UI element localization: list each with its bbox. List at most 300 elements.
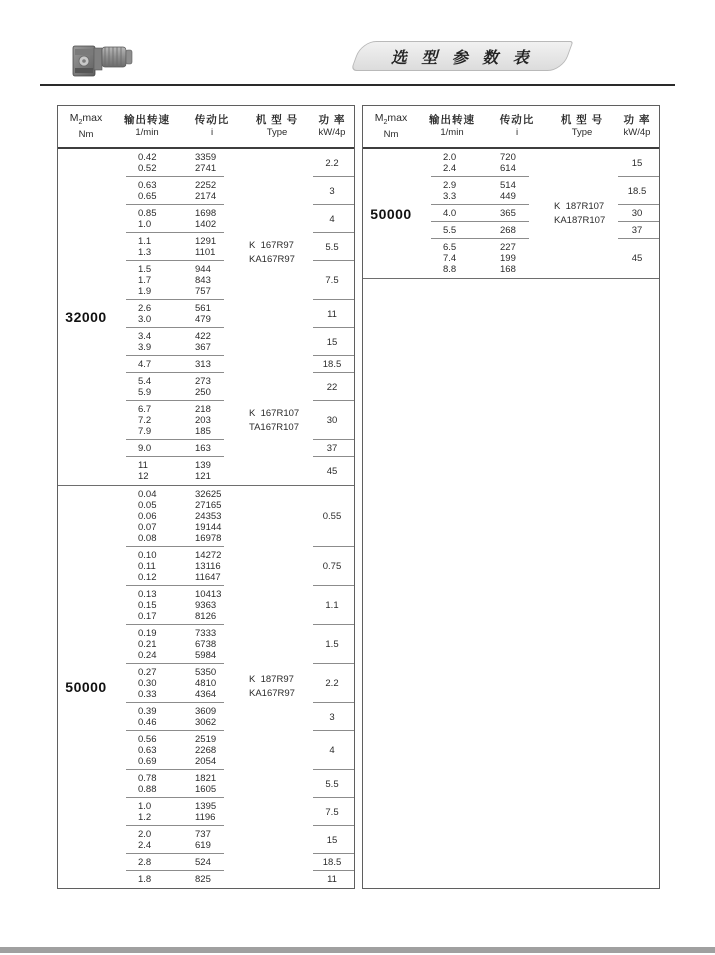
speed-values	[114, 359, 187, 370]
speed-value: 0.12	[138, 572, 157, 583]
speed-values	[419, 180, 492, 202]
ratio-values	[187, 773, 244, 795]
speed-ratio-cell	[114, 486, 244, 547]
ratio-values	[492, 242, 549, 275]
ratio-value: 16978	[195, 533, 222, 544]
ratio-value: 1821	[195, 773, 217, 784]
m2max-unit: Nm	[383, 129, 399, 141]
ratio-value: 13116	[195, 561, 221, 572]
ratio-values	[492, 180, 549, 202]
m2max-value: 32000	[65, 309, 107, 325]
speed-value: 0.27	[138, 667, 157, 678]
ratio-value: 422	[195, 331, 211, 342]
speed-values	[114, 589, 187, 622]
speed-value: 0.11	[138, 561, 156, 572]
col-speed-label: 输出转速	[429, 114, 475, 126]
ratio-values	[187, 874, 244, 885]
speed-value: 2.4	[138, 840, 152, 851]
header-divider	[40, 84, 675, 86]
speed-values	[419, 152, 492, 174]
speed-value: 0.06	[138, 511, 157, 522]
speed-values	[114, 460, 187, 482]
ratio-value: 7333	[195, 628, 217, 639]
speed-value: 6.7	[138, 404, 152, 415]
ratio-value: 273	[195, 376, 211, 387]
speed-ratio-cell	[114, 149, 244, 177]
speed-value: 6.5	[443, 242, 457, 253]
speed-value: 7.4	[443, 253, 457, 264]
type-line: K 167R107	[249, 407, 300, 419]
speed-value: 0.85	[138, 208, 157, 219]
table-section	[363, 149, 659, 278]
ratio-values	[187, 489, 244, 544]
speed-value: 0.56	[138, 734, 157, 745]
power-cell: 18.5	[615, 177, 659, 205]
ratio-value: 367	[195, 342, 211, 353]
col-type-unit: Type	[266, 127, 288, 138]
m2max-unit: Nm	[78, 129, 94, 141]
speed-value: 4.7	[138, 359, 152, 370]
speed-ratio-cell	[114, 798, 244, 826]
speed-value: 0.04	[138, 489, 157, 500]
power-cell: 3	[310, 703, 354, 731]
col-type	[549, 114, 615, 139]
speed-value: 0.69	[138, 756, 157, 767]
speed-values	[419, 242, 492, 275]
ratio-value: 514	[500, 180, 516, 191]
speed-ratio-cell	[114, 586, 244, 625]
speed-ratio-cell	[114, 261, 244, 300]
ratio-value: 6738	[195, 639, 217, 650]
footer-bar	[0, 947, 715, 953]
power-cell: 15	[310, 826, 354, 854]
ratio-values	[187, 180, 244, 202]
ratio-values	[187, 460, 244, 482]
type-value	[244, 486, 310, 888]
speed-ratio-cell	[114, 356, 244, 373]
ratio-values	[187, 359, 244, 370]
ratio-value: 1196	[195, 812, 216, 823]
speed-values	[114, 489, 187, 544]
type-value	[244, 356, 310, 485]
speed-value: 0.24	[138, 650, 157, 661]
ratio-value: 561	[195, 303, 211, 314]
ratio-value: 5350	[195, 667, 217, 678]
speed-value: 0.42	[138, 152, 157, 163]
ratio-value: 4810	[195, 678, 217, 689]
power-cell: 1.1	[310, 586, 354, 625]
ratio-value: 313	[195, 359, 211, 370]
ratio-value: 268	[500, 225, 516, 236]
type-value	[244, 149, 310, 356]
speed-values	[114, 706, 187, 728]
power-cell: 0.75	[310, 547, 354, 586]
power-cell: 37	[310, 440, 354, 457]
ratio-value: 944	[195, 264, 211, 275]
ratio-value: 2741	[195, 163, 217, 174]
type-line: TA167R107	[249, 421, 299, 433]
ratio-values	[187, 443, 244, 454]
speed-value: 0.07	[138, 522, 157, 533]
ratio-values	[187, 404, 244, 437]
power-cell: 15	[615, 149, 659, 177]
ratio-value: 9363	[195, 600, 217, 611]
speed-value: 0.88	[138, 784, 157, 795]
ratio-values	[187, 331, 244, 353]
speed-values	[114, 236, 187, 258]
ratio-values	[187, 857, 244, 868]
ratio-value: 619	[195, 840, 211, 851]
speed-value: 0.13	[138, 589, 157, 600]
ratio-value: 843	[195, 275, 211, 286]
speed-value: 0.08	[138, 533, 157, 544]
col-power-label: 功 率	[623, 114, 651, 126]
power-cell: 11	[310, 300, 354, 328]
speed-value: 3.0	[138, 314, 152, 325]
col-type	[244, 114, 310, 139]
ratio-value: 2054	[195, 756, 217, 767]
speed-ratio-cell	[419, 177, 549, 205]
speed-ratio-cell	[114, 205, 244, 233]
ratio-value: 1291	[195, 236, 217, 247]
speed-value: 7.9	[138, 426, 152, 437]
power-cell: 37	[615, 222, 659, 239]
speed-ratio-cell	[419, 149, 549, 177]
speed-value: 1.0	[138, 219, 152, 230]
ratio-values	[187, 303, 244, 325]
power-cell: 18.5	[310, 854, 354, 871]
speed-ratio-cell	[114, 854, 244, 871]
empty-area	[363, 278, 659, 888]
ratio-values	[492, 225, 549, 236]
speed-value: 0.63	[138, 180, 157, 191]
speed-value: 8.8	[443, 264, 457, 275]
ratio-value: 2519	[195, 734, 217, 745]
speed-values	[114, 404, 187, 437]
ratio-value: 121	[195, 471, 211, 482]
speed-ratio-cell	[114, 664, 244, 703]
ratio-value: 1402	[195, 219, 217, 230]
col-power	[310, 114, 354, 139]
speed-ratio-cell	[114, 440, 244, 457]
col-ratio-label: 传动比	[499, 114, 535, 126]
speed-values	[114, 303, 187, 325]
ratio-value: 168	[500, 264, 516, 275]
type-line: K 187R107	[554, 200, 605, 212]
param-table-right	[362, 105, 660, 889]
power-cell: 5.5	[310, 770, 354, 798]
speed-values	[114, 376, 187, 398]
speed-value: 1.1	[138, 236, 152, 247]
power-cell: 1.5	[310, 625, 354, 664]
power-cell: 7.5	[310, 798, 354, 826]
type-line: KA187R107	[554, 214, 606, 226]
speed-value: 1.2	[138, 812, 152, 823]
ratio-values	[492, 152, 549, 174]
speed-value: 1.3	[138, 247, 152, 258]
speed-value: 0.78	[138, 773, 157, 784]
speed-value: 5.4	[138, 376, 152, 387]
speed-values	[114, 773, 187, 795]
power-cell: 5.5	[310, 233, 354, 261]
type-line: KA167R97	[249, 688, 295, 699]
ratio-values	[492, 208, 549, 219]
power-cell: 45	[326, 465, 338, 477]
speed-values	[419, 208, 492, 219]
speed-value: 0.33	[138, 689, 157, 700]
table-header	[363, 106, 659, 149]
ratio-value: 3609	[195, 706, 217, 717]
power-cell: 45	[631, 253, 643, 264]
m2max-label: $M_2\max$	[374, 111, 408, 127]
speed-value: 3.3	[443, 191, 457, 202]
speed-values	[114, 264, 187, 297]
ratio-value: 524	[195, 857, 211, 868]
power-cell: 3	[310, 177, 354, 205]
col-power-unit: kW/4p	[318, 127, 346, 138]
ratio-value: 14272	[195, 550, 222, 561]
speed-values	[114, 734, 187, 767]
ratio-value: 10413	[195, 589, 222, 600]
ratio-value: 227	[500, 242, 516, 253]
ratio-values	[187, 801, 244, 823]
power-cell: 22	[310, 373, 354, 401]
gearmotor-logo	[70, 34, 138, 82]
col-type-label: 机 型 号	[255, 114, 299, 126]
ratio-value: 4364	[195, 689, 217, 700]
col-ratio	[180, 114, 244, 139]
col-power	[615, 114, 659, 139]
speed-values	[114, 443, 187, 454]
speed-values	[114, 331, 187, 353]
speed-value: 0.52	[138, 163, 157, 174]
speed-ratio-cell	[419, 222, 549, 239]
speed-value: 2.8	[138, 857, 152, 868]
speed-value: 2.9	[443, 180, 457, 191]
speed-values	[114, 874, 187, 885]
speed-value: 0.46	[138, 717, 157, 728]
ratio-value: 1605	[195, 784, 217, 795]
type-line: K 167R97	[249, 239, 294, 251]
speed-value: 12	[138, 471, 149, 482]
ratio-values	[187, 152, 244, 174]
speed-values	[114, 628, 187, 661]
ratio-value: 163	[195, 443, 211, 454]
col-ratio	[485, 114, 549, 139]
ratio-value: 19144	[195, 522, 222, 533]
power-cell: 2.2	[310, 664, 354, 703]
power-cell: 15	[310, 328, 354, 356]
ratio-value: 185	[195, 426, 211, 437]
ratio-value: 3062	[195, 717, 217, 728]
ratio-value: 139	[195, 460, 211, 471]
speed-ratio-cell	[114, 233, 244, 261]
ratio-values	[187, 628, 244, 661]
speed-value: 2.6	[138, 303, 152, 314]
col-type-unit: Type	[571, 127, 593, 138]
ratio-value: 250	[195, 387, 211, 398]
speed-ratio-cell	[114, 770, 244, 798]
ratio-value: 24353	[195, 511, 222, 522]
speed-value: 0.10	[138, 550, 157, 561]
speed-value: 1.5	[138, 264, 152, 275]
speed-values	[114, 180, 187, 202]
col-m2max	[363, 112, 419, 141]
speed-value: 11	[138, 460, 148, 471]
power-cell: 7.5	[310, 261, 354, 300]
speed-ratio-cell	[114, 300, 244, 328]
speed-value: 1.7	[138, 275, 152, 286]
speed-ratio-cell	[114, 328, 244, 356]
col-ratio-unit: i	[210, 127, 214, 138]
ratio-value: 365	[500, 208, 516, 219]
ratio-value: 737	[195, 829, 211, 840]
col-speed-unit: 1/min	[440, 127, 464, 138]
type-line: K 187R97	[249, 674, 294, 685]
ratio-values	[187, 706, 244, 728]
speed-ratio-cell	[419, 239, 549, 278]
ratio-value: 614	[500, 163, 516, 174]
col-power-unit: kW/4p	[623, 127, 651, 138]
col-power-label: 功 率	[318, 114, 346, 126]
speed-ratio-cell	[114, 703, 244, 731]
speed-values	[114, 550, 187, 583]
ratio-value: 32625	[195, 489, 222, 500]
ratio-value: 3359	[195, 152, 217, 163]
power-cell: 11	[327, 874, 337, 885]
ratio-value: 2252	[195, 180, 217, 191]
power-cell: 18.5	[310, 356, 354, 373]
speed-values	[114, 667, 187, 700]
ratio-value: 479	[195, 314, 211, 325]
col-ratio-label: 传动比	[194, 114, 230, 126]
speed-value: 1.9	[138, 286, 152, 297]
speed-value: 0.15	[138, 600, 157, 611]
speed-ratio-cell	[114, 547, 244, 586]
speed-value: 0.39	[138, 706, 157, 717]
speed-value: 0.05	[138, 500, 157, 511]
power-cell: 30	[310, 401, 354, 440]
param-table-left	[57, 105, 355, 889]
ratio-value: 218	[195, 404, 211, 415]
speed-values	[114, 801, 187, 823]
col-m2max	[58, 112, 114, 141]
col-speed-label: 输出转速	[124, 114, 170, 126]
m2max-value: 50000	[370, 205, 412, 222]
ratio-values	[187, 236, 244, 258]
type-line: KA167R97	[249, 253, 295, 265]
ratio-values	[187, 550, 244, 583]
speed-value: 4.0	[443, 208, 457, 219]
power-cell: 4	[310, 205, 354, 233]
col-speed-unit: 1/min	[135, 127, 159, 138]
ratio-value: 5984	[195, 650, 217, 661]
ratio-value: 720	[500, 152, 516, 163]
ratio-value: 449	[500, 191, 516, 202]
speed-value: 5.9	[138, 387, 152, 398]
ratio-value: 757	[195, 286, 211, 297]
ratio-value: 1101	[195, 247, 216, 258]
speed-values	[114, 208, 187, 230]
col-type-label: 机 型 号	[560, 114, 604, 126]
speed-value: 3.9	[138, 342, 152, 353]
speed-value: 0.17	[138, 611, 157, 622]
speed-value: 0.63	[138, 745, 157, 756]
table-section	[58, 149, 354, 485]
col-speed	[419, 114, 485, 139]
speed-ratio-cell	[114, 457, 244, 485]
speed-value: 2.4	[443, 163, 457, 174]
speed-value: 9.0	[138, 443, 152, 454]
ratio-value: 1698	[195, 208, 217, 219]
ratio-value: 199	[500, 253, 516, 264]
speed-ratio-cell	[419, 205, 549, 222]
ratio-values	[187, 589, 244, 622]
speed-value: 7.2	[138, 415, 152, 426]
ratio-value: 1395	[195, 801, 217, 812]
col-ratio-unit: i	[515, 127, 519, 138]
speed-values	[114, 857, 187, 868]
col-speed	[114, 114, 180, 139]
type-value	[549, 149, 615, 278]
speed-ratio-cell	[114, 731, 244, 770]
ratio-value: 2174	[195, 191, 217, 202]
ratio-values	[187, 208, 244, 230]
speed-value: 0.21	[138, 639, 157, 650]
ratio-value: 203	[195, 415, 211, 426]
power-cell: 4	[310, 731, 354, 770]
ratio-values	[187, 376, 244, 398]
ratio-values	[187, 667, 244, 700]
ratio-value: 2268	[195, 745, 217, 756]
speed-value: 0.30	[138, 678, 157, 689]
speed-ratio-cell	[114, 177, 244, 205]
power-cell: 2.2	[310, 149, 354, 177]
power-cell: 30	[615, 205, 659, 222]
speed-value: 2.0	[138, 829, 152, 840]
table-header	[58, 106, 354, 149]
speed-ratio-cell	[114, 401, 244, 440]
speed-value: 1.8	[138, 874, 152, 885]
ratio-values	[187, 829, 244, 851]
ratio-value: 27165	[195, 500, 222, 511]
speed-values	[114, 829, 187, 851]
speed-value: 3.4	[138, 331, 152, 342]
page-title-banner	[351, 41, 574, 71]
speed-value: 0.19	[138, 628, 157, 639]
speed-values	[114, 152, 187, 174]
speed-value: 0.65	[138, 191, 157, 202]
ratio-value: 8126	[195, 611, 217, 622]
ratio-value: 11647	[195, 572, 221, 583]
m2max-label: $M_2\max$	[69, 111, 103, 127]
ratio-value: 825	[195, 874, 211, 885]
ratio-values	[187, 734, 244, 767]
page-title: 选 型 参 数 表	[390, 49, 534, 67]
speed-value: 2.0	[443, 152, 457, 163]
speed-value: 5.5	[443, 225, 457, 236]
speed-ratio-cell	[114, 373, 244, 401]
speed-ratio-cell	[114, 826, 244, 854]
power-cell: 0.55	[310, 486, 354, 547]
speed-ratio-cell	[114, 871, 244, 888]
table-section	[58, 485, 354, 888]
ratio-values	[187, 264, 244, 297]
speed-values	[419, 225, 492, 236]
m2max-value: 50000	[65, 679, 107, 695]
speed-ratio-cell	[114, 625, 244, 664]
speed-value: 1.0	[138, 801, 152, 812]
